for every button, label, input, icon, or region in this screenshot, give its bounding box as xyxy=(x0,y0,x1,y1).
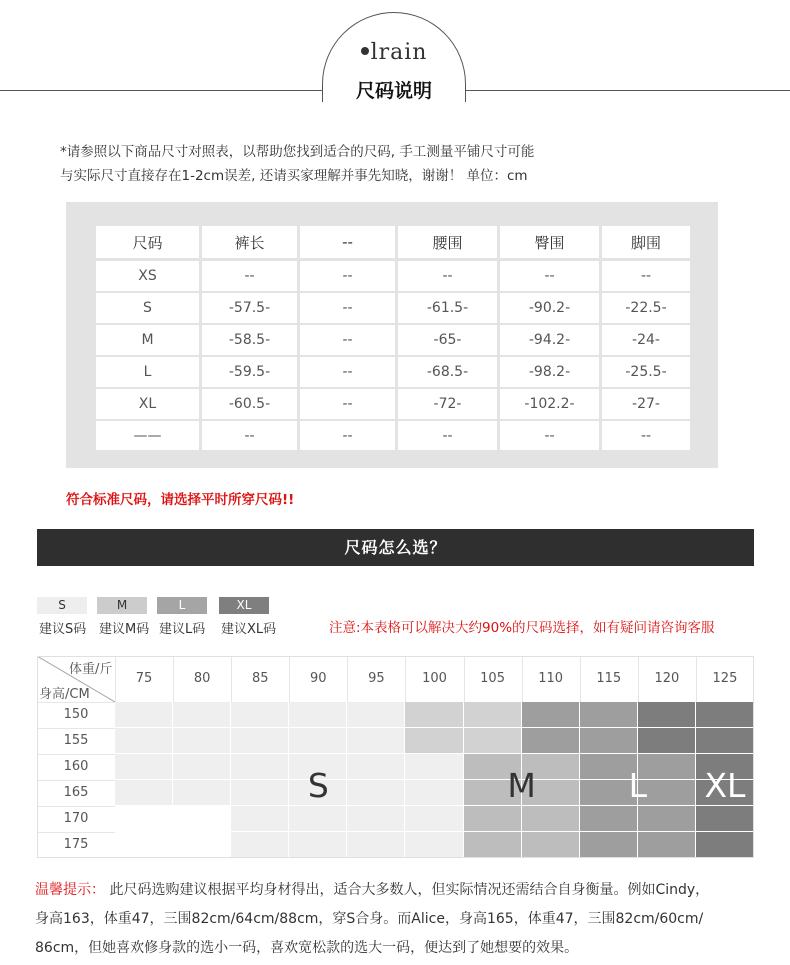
size-table-cell: -- xyxy=(300,357,398,389)
legend-caption-l: 建议L码 xyxy=(159,622,206,637)
legend-swatch-xl: XL xyxy=(219,597,269,614)
weight-label: 75 xyxy=(135,671,153,686)
header-rule-right xyxy=(466,90,790,91)
size-zone-label: M xyxy=(507,766,536,805)
weight-label: 110 xyxy=(538,671,564,686)
page-title: 尺码说明 xyxy=(355,80,432,102)
legend-swatch-m: M xyxy=(97,597,147,614)
size-table-cell: -- xyxy=(500,421,602,453)
size-table-cell: -98.2- xyxy=(500,357,602,389)
size-table-cell: -- xyxy=(602,261,690,293)
legend-caption-xl: 建议XL码 xyxy=(221,622,277,637)
size-table-cell: -102.2- xyxy=(500,389,602,421)
size-table-cell: -22.5- xyxy=(602,293,690,325)
size-table-cell: -- xyxy=(300,261,398,293)
size-table-row xyxy=(96,357,690,389)
size-table-cell: -72- xyxy=(398,389,500,421)
legend-swatch-l: L xyxy=(157,597,207,614)
warm-tip-label: 温馨提示： xyxy=(35,882,105,898)
height-label: 150 xyxy=(63,707,89,722)
size-table-header-cell: 尺码 xyxy=(96,226,202,261)
size-zone-label: S xyxy=(307,766,329,805)
size-table-cell: XS xyxy=(96,261,202,293)
size-table-header-cell: 裤长 xyxy=(202,226,300,261)
logo-dot-icon xyxy=(361,47,369,55)
weight-header: 体重/斤 xyxy=(69,662,113,677)
size-table-row xyxy=(96,389,690,421)
height-label: 160 xyxy=(63,759,89,774)
standard-size-note: 符合标准尺码，请选择平时所穿尺码!! xyxy=(66,492,295,508)
size-table-row xyxy=(96,293,690,325)
size-table-cell: -- xyxy=(300,421,398,453)
size-table-cell: -24- xyxy=(602,325,690,357)
size-table-header-cell: 脚围 xyxy=(602,226,690,261)
size-table-row xyxy=(96,421,690,453)
size-table-cell: -68.5- xyxy=(398,357,500,389)
weight-label: 95 xyxy=(368,671,385,686)
size-table-cell: -57.5- xyxy=(202,293,300,325)
size-table-header-cell: -- xyxy=(300,226,398,261)
size-table-cell: -- xyxy=(398,261,500,293)
size-table-cell: -27- xyxy=(602,389,690,421)
weight-label: 85 xyxy=(251,671,269,686)
size-table-cell: -61.5- xyxy=(398,293,500,325)
size-table-cell: -- xyxy=(202,421,300,453)
size-guide-banner: 尺码怎么选？ xyxy=(37,529,754,566)
height-label: 170 xyxy=(63,811,89,826)
size-table-row xyxy=(96,325,690,357)
size-table-cell: -65- xyxy=(398,325,500,357)
header-rule-left xyxy=(0,90,322,91)
size-table-cell: -59.5- xyxy=(202,357,300,389)
size-table-cell: -25.5- xyxy=(602,357,690,389)
legend-caption-s: 建议S码 xyxy=(39,622,87,637)
legend-swatch-s: S xyxy=(37,597,87,614)
weight-label: 100 xyxy=(422,671,447,686)
size-table-header-cell: 腰围 xyxy=(398,226,500,261)
size-table-cell: -- xyxy=(398,421,500,453)
size-table-cell: M xyxy=(96,325,202,357)
notice-text: 注意:本表格可以解决大约90%的尺码选择，如有疑问请咨询客服 xyxy=(329,620,715,636)
size-table-cell: -58.5- xyxy=(202,325,300,357)
size-table-cell: -- xyxy=(500,261,602,293)
size-table-cell: -- xyxy=(202,261,300,293)
size-table-cell: L xyxy=(96,357,202,389)
height-header: 身高/CM xyxy=(39,687,90,702)
brand-logo: lrain xyxy=(322,40,466,65)
size-table-cell: —— xyxy=(96,421,202,453)
size-table-header-cell: 臀围 xyxy=(500,226,602,261)
weight-label: 105 xyxy=(480,671,505,686)
weight-label: 120 xyxy=(654,671,680,686)
size-table-cell: XL xyxy=(96,389,202,421)
size-table xyxy=(96,226,690,453)
weight-label: 80 xyxy=(193,671,211,686)
size-table-cell: -60.5- xyxy=(202,389,300,421)
size-table-cell: -- xyxy=(300,293,398,325)
weight-label: 90 xyxy=(310,671,327,686)
size-table-cell: -- xyxy=(300,389,398,421)
size-table-cell: -- xyxy=(300,325,398,357)
size-guide-chart xyxy=(37,656,754,856)
footer-tip: 温馨提示： 此尺码选购建议根据平均身材得出，适合大多数人，但实际情况还需结合自身衡量。例如Cindy， 身高163，体重47，三围82cm/64cm/88cm，穿S合身。而Alice，身高165，体重47，三围82cm/60cm/ 86cm，但她喜欢修身款的选小一码，喜欢宽松款的选大一码，便达到了她想要的效果。 xyxy=(35,882,710,956)
legend-caption-m: 建议M码 xyxy=(99,622,150,637)
weight-label: 125 xyxy=(712,671,738,686)
size-table-cell: S xyxy=(96,293,202,325)
size-table-row xyxy=(96,261,690,293)
size-table-header xyxy=(96,226,690,261)
size-table-cell: -94.2- xyxy=(500,325,602,357)
size-zone-label: L xyxy=(628,766,647,805)
intro-text: *请参照以下商品尺寸对照表，以帮助您找到适合的尺码, 手工测量平铺尺寸可能 与实际尺寸直接存在1-2cm误差, 还请买家理解并事先知晓，谢谢！ 单位：cm xyxy=(60,144,535,184)
size-table-cell: -- xyxy=(602,421,690,453)
size-table-cell: -90.2- xyxy=(500,293,602,325)
height-label: 165 xyxy=(63,785,89,800)
size-zone-label: XL xyxy=(704,766,746,805)
weight-label: 115 xyxy=(596,671,622,686)
height-label: 155 xyxy=(63,733,89,748)
height-label: 175 xyxy=(63,837,89,852)
